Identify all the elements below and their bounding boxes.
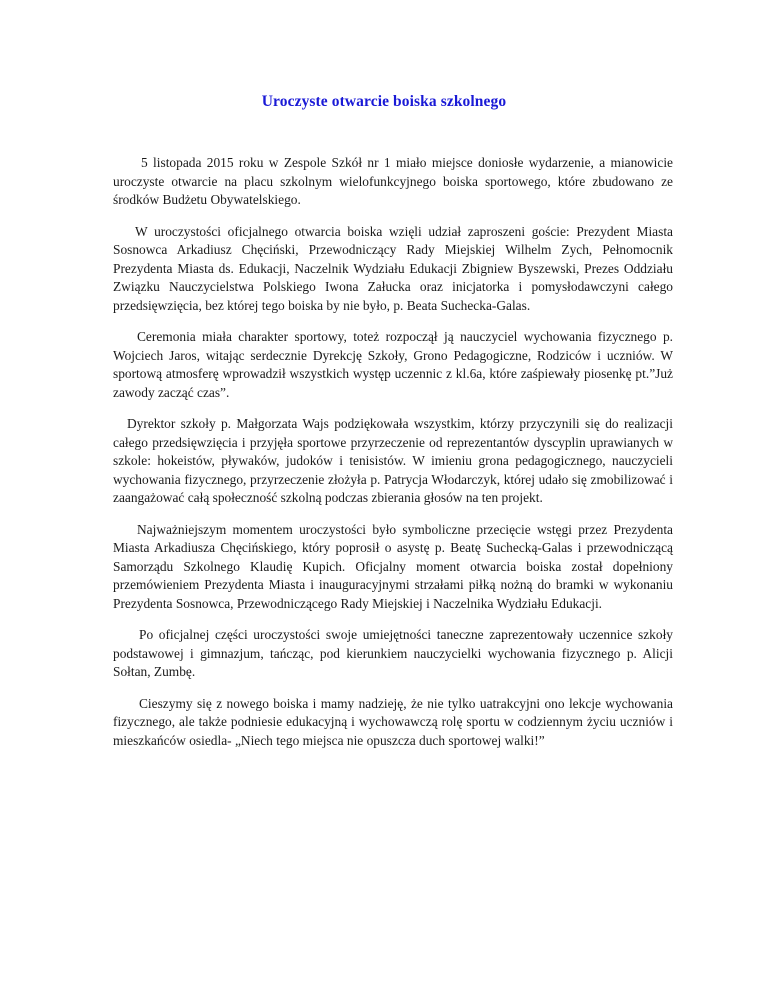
paragraph: 5 listopada 2015 roku w Zespole Szkół nr 1 miało miejsce doniosłe wydarzenie, a mianowicie uroczyste otwarcie na placu szkolnym wielofunkcyjnego boiska sportowego, które zbudowano ze środków Budżetu Obywatelskiego.: [113, 155, 673, 207]
paragraph: Najważniejszym momentem uroczystości było symboliczne przecięcie wstęgi przez Prezydenta Miasta Arkadiusza Chęcińskiego, który poprosił o asystę p. Beatę Suchecką-Galas i przewodniczącą Samorządu Szkolnego Klaudię Kupich. Oficjalny moment otwarcia boiska został dopełniony przemówieniem Prezydenta Miasta i inauguracyjnymi strzałami piłką nożną do bramki w wykonaniu Prezydenta Sosnowca, Przewodniczącego Rady Miejskiej i Naczelnika Wydziału Edukacji.: [113, 521, 673, 611]
paragraph: Dyrektor szkoły p. Małgorzata Wajs podziękowała wszystkim, którzy przyczynili się do realizacji całego przedsięwzięcia i przyjęła sportowe przyrzeczenie od reprezentantów dyscyplin uprawianych w szkole: hokeistów, pływaków, judoków i tenisistów. W imieniu grona pedagogicznego, nauczycieli wychowania fizycznego, przyrzeczenie złożyła p. Patrycja Włodarczyk, której udało się zmobilizować i zaangażować całą społeczność szkolną podczas zbierania głosów na ten projekt.: [113, 416, 673, 505]
document-body: [113, 154, 673, 763]
paragraph: Ceremonia miała charakter sportowy, toteż rozpoczął ją nauczyciel wychowania fizycznego p. Wojciech Jaros, witając serdecznie Dyrekcję Szkoły, Grono Pedagogiczne, Rodziców i uczniów. W sportową atmosferę wprowadził wszystkich występ uczennic z kl.6a, które zaśpiewały piosenkę pt.”Już zawody zacząć czas”.: [113, 329, 673, 400]
paragraph: Po oficjalnej części uroczystości swoje umiejętności taneczne zaprezentowały uczennice szkoły podstawowej i gimnazjum, tańcząc, pod kierunkiem nauczycielki wychowania fizycznego p. Alicji Sołtan, Zumbę.: [113, 627, 673, 679]
paragraph: W uroczystości oficjalnego otwarcia boiska wzięli udział zaproszeni goście: Prezydent Miasta Sosnowca Arkadiusz Chęciński, Przewodniczący Rady Miejskiej Wilhelm Zych, Pełnomocnik Prezydenta Miasta ds. Edukacji, Naczelnik Wydziału Edukacji Zbigniew Byszewski, Prezes Oddziału Związku Nauczycielstwa Polskiego Iwona Załucka oraz inicjatorka i pomysłodawczyni całego przedsięwzięcia, bez której tego boiska by nie było, p. Beata Suchecka-Galas.: [113, 223, 673, 313]
paragraph: Cieszymy się z nowego boiska i mamy nadzieję, że nie tylko uatrakcyjni ono lekcje wychowania fizycznego, ale także podniesie edukacyjną i wychowawczą rolę sportu w codziennym życiu uczniów i mieszkańców osiedla- „Niech tego miejsca nie opuszcza duch sportowej walki!”: [113, 695, 673, 748]
document-title: Uroczyste otwarcie boiska szkolnego: [261, 93, 507, 110]
